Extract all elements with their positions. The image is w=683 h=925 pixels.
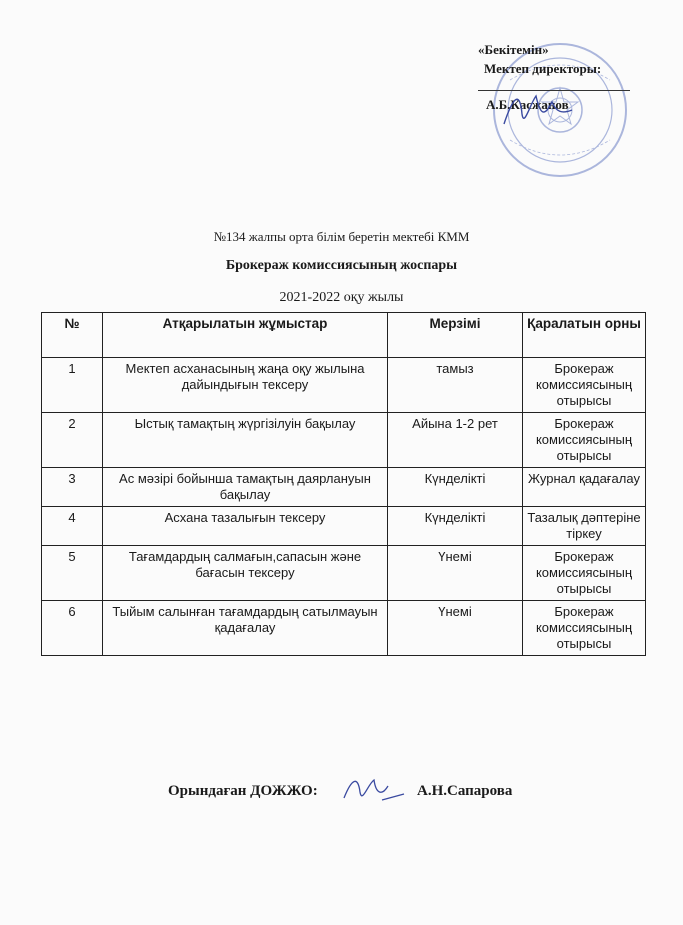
row-term: Күнделікті [388, 468, 523, 507]
row-number: 4 [42, 507, 103, 546]
row-task: Ас мәзірі бойынша тамақтың даярлануын бақылау [103, 468, 388, 507]
table-row [42, 507, 646, 546]
table-row [42, 413, 646, 468]
plan-title: Брокераж комиссиясының жоспары [225, 258, 458, 273]
row-place: Брокераж комиссиясының отырысы [523, 601, 646, 656]
approval-approve: «Бекітемін» [478, 42, 549, 57]
table-row [42, 546, 646, 601]
director-signature [496, 84, 576, 134]
footer [168, 783, 513, 800]
footer-name: А.Н.Сапарова [417, 783, 513, 799]
row-task: Тағамдардың салмағын,сапасын және бағасын тексеру [103, 546, 388, 601]
row-task: Мектеп асханасының жаңа оқу жылына дайындығын тексеру [103, 358, 388, 413]
row-term: тамыз [388, 358, 523, 413]
row-term: Күнделікті [388, 507, 523, 546]
row-place: Тазалық дәптеріне тіркеу [523, 507, 646, 546]
table-header-row [42, 313, 646, 358]
table-row [42, 358, 646, 413]
table-row [42, 601, 646, 656]
academic-year: 2021-2022 оқу жылы [279, 290, 404, 305]
row-place: Брокераж комиссиясының отырысы [523, 413, 646, 468]
col-place: Қаралатын орны [523, 313, 646, 358]
row-term: Үнемі [388, 546, 523, 601]
row-number: 5 [42, 546, 103, 601]
plan-table [41, 312, 646, 656]
row-task: Тыйым салынған тағамдардың сатылмауын қадағалау [103, 601, 388, 656]
row-term: Айына 1-2 рет [388, 413, 523, 468]
executor-signature [338, 770, 408, 810]
col-term: Мерзімі [388, 313, 523, 358]
row-place: Брокераж комиссиясының отырысы [523, 546, 646, 601]
row-number: 3 [42, 468, 103, 507]
row-number: 6 [42, 601, 103, 656]
table-row [42, 468, 646, 507]
row-place: Журнал қадағалау [523, 468, 646, 507]
row-number: 2 [42, 413, 103, 468]
approval-position: Мектеп директоры: [484, 61, 602, 76]
row-term: Үнемі [388, 601, 523, 656]
footer-label: Орындаған ДОЖЖО: [168, 783, 318, 799]
row-place: Брокераж комиссиясының отырысы [523, 358, 646, 413]
row-task: Асхана тазалығын тексеру [103, 507, 388, 546]
school-name: №134 жалпы орта білім беретін мектебі КММ [213, 229, 470, 244]
row-task: Ыстық тамақтың жүргізілуін бақылау [103, 413, 388, 468]
approval-name: А.Б.Касжанов [486, 97, 569, 112]
col-task: Атқарылатын жұмыстар [103, 313, 388, 358]
col-number: № [42, 313, 103, 358]
row-number: 1 [42, 358, 103, 413]
